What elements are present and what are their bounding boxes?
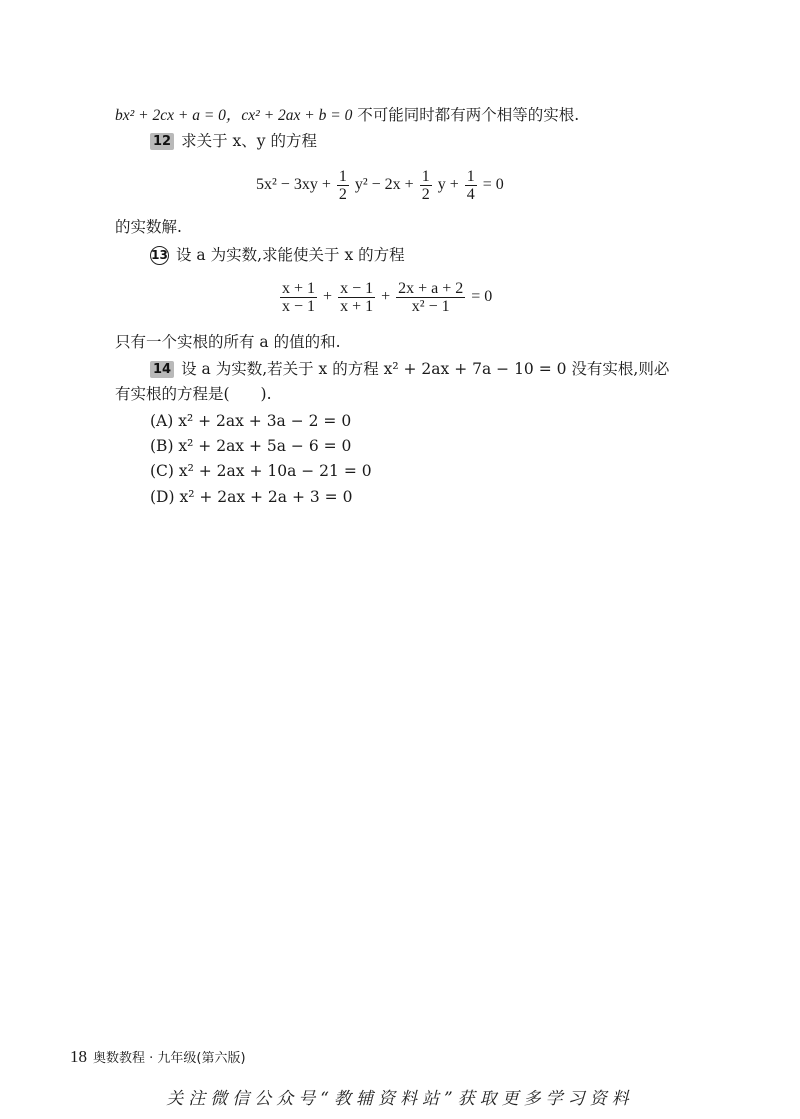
eq12-part-c: y + (437, 176, 459, 194)
eq13-fraction-2: $\frac{x - 1}{x + 1}$ (340, 280, 374, 315)
intro-math: bx² + 2cx + a = 0，cx² + 2ax + b = 0 (115, 107, 353, 124)
problem-number-14: 14 (150, 361, 174, 378)
eq13-plus-1: + (323, 288, 333, 306)
option-a: (A) x² + 2ax + 3a − 2 = 0 (150, 412, 352, 430)
problem-13-after: 只有一个实根的所有 a 的值的和. (115, 333, 341, 351)
eq13-end: = 0 (471, 288, 493, 306)
book-title: 奥数教程 · 九年级(第六版) (93, 1051, 246, 1066)
eq12-fraction-2: $\frac{1}{2}$ (421, 168, 430, 203)
problem-13 (150, 244, 405, 266)
problem-number-13: 13 (150, 246, 169, 265)
option-d: (D) x² + 2ax + 2a + 3 = 0 (150, 488, 353, 506)
equation-12 (256, 168, 504, 203)
problem-12 (150, 130, 317, 152)
problem-12-text: 求关于 x、y 的方程 (181, 132, 317, 150)
intro-text: 不可能同时都有两个相等的实根. (352, 106, 580, 124)
option-c: (C) x² + 2ax + 10a − 21 = 0 (150, 462, 372, 480)
page-footer (70, 1047, 246, 1067)
page-number: 18 (70, 1047, 87, 1066)
eq12-part-b: y² − 2x + (354, 176, 414, 194)
problem-12-after: 的实数解. (115, 218, 182, 236)
problem-13-text: 设 a 为实数,求能使关于 x 的方程 (176, 246, 405, 264)
watermark-text: 关注微信公众号“教辅资料站”获取更多学习资料 (166, 1089, 634, 1109)
eq12-fraction-1: $\frac{1}{2}$ (338, 168, 347, 203)
problem-14-text: 设 a 为实数,若关于 x 的方程 x² + 2ax + 7a − 10 = 0 没有实根,则必 (181, 360, 670, 378)
problem-14-text-2: 有实根的方程是( ). (115, 385, 272, 403)
eq12-fraction-3: $\frac{1}{4}$ (466, 168, 475, 203)
line-intro (115, 104, 579, 127)
eq13-fraction-1: $\frac{x + 1}{x - 1}$ (282, 280, 316, 315)
problem-number-12: 12 (150, 133, 174, 150)
eq13-fraction-3: $\frac{2x + a + 2}{\text{x² − 1}}$ (398, 280, 464, 315)
eq13-plus-2: + (381, 288, 391, 306)
eq12-part-a: 5x² − 3xy + (256, 176, 331, 194)
eq12-part-d: = 0 (482, 176, 504, 194)
option-b: (B) x² + 2ax + 5a − 6 = 0 (150, 437, 352, 455)
equation-13 (278, 280, 492, 315)
problem-14 (150, 358, 669, 380)
